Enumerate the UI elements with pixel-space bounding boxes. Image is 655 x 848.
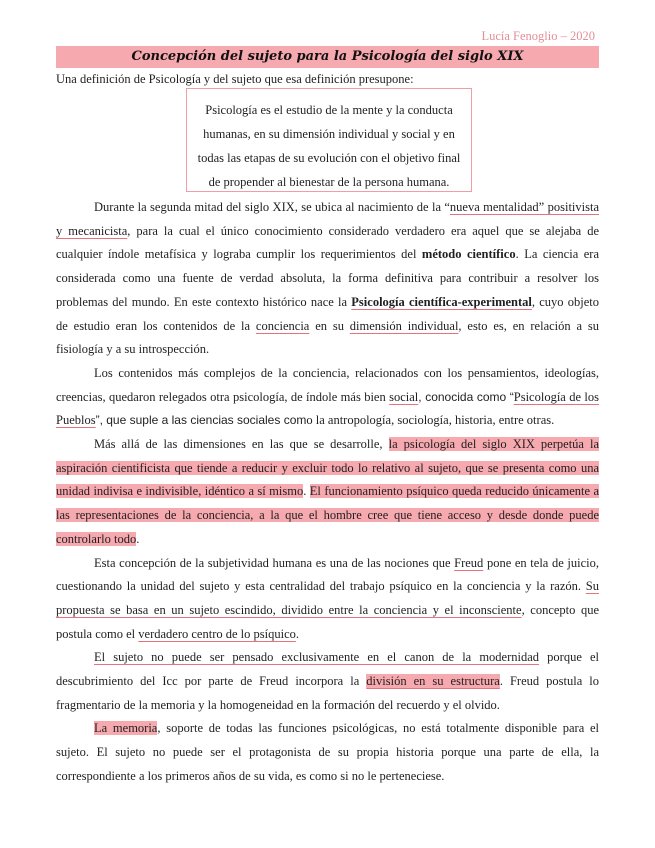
paragraph-5 bbox=[56, 646, 599, 717]
p1-text: en su bbox=[309, 318, 350, 333]
p5-text: . Freud postula lo fragmentario de la memoria y la homogeneidad en la formación del recuerdo y el olvido. bbox=[56, 674, 599, 712]
p1-text: , para la cual el único conocimiento considerado verdadero era aquel que se alejaba de cualquier índole metafísica y lograba cumplir los requerimientos del bbox=[56, 223, 600, 262]
p1-text: , cuyo objeto de estudio eran los contenidos de la bbox=[56, 294, 600, 333]
intro-line: Una definición de Psicología y del sujeto que esa definición presupone: bbox=[56, 72, 414, 86]
p4-text: pone en tela de juicio, cuestionando la unidad del sujeto y esta centralidad del trabajo psíquico en la conciencia y la razón. bbox=[56, 555, 599, 594]
p4-text: . bbox=[295, 626, 299, 641]
p4-text: Esta concepción de la subjetividad humana es una de las nociones que bbox=[94, 555, 455, 570]
p3-highlight-aspiracion: la psicología del siglo XIX perpetúa la aspiración cientificista que tiende a reducir y excluir todo lo relativo al sujeto, que se presenta como una unidad indivisa e indivisible, idéntico a sí mismo bbox=[56, 437, 600, 499]
p4-text: , concepto que postula como el bbox=[56, 602, 599, 641]
p6-text: , soporte de todas las funciones psicológicas, no está totalmente disponible para el sujeto. El sujeto no puede ser el protagonista de su propia historia porque una parte de ella, la correspondiente a los primeros años de su vida, es como si no le perteneciese. bbox=[56, 721, 599, 783]
p1-text: . La ciencia era considerada como una fuente de verdad absoluta, la forma definitiva para contribuir a resolver los problemas del mundo. En este contexto histórico nace la bbox=[56, 247, 599, 309]
p4-underline-verdadero-centro: verdadero centro de lo psíquico bbox=[138, 626, 296, 641]
p5-text: porque el descubrimiento del Icc por parte de Freud incorpora la bbox=[56, 650, 599, 689]
document-title: Concepción del sujeto para la Psicología del siglo XIX bbox=[56, 46, 599, 68]
p5-underline-sujeto-modernidad: El sujeto no puede ser pensado exclusivamente en el canon de la modernidad bbox=[94, 650, 540, 665]
p1-underline-dimension-individual: dimensión individual bbox=[349, 318, 459, 333]
p4-underline-freud: Freud bbox=[454, 555, 484, 570]
p3-text: Más allá de las dimensiones en las que se desarrolle, bbox=[94, 437, 389, 452]
paragraph-4 bbox=[56, 552, 599, 647]
author-header: Lucía Fenoglio – 2020 bbox=[481, 29, 595, 43]
paragraph-1 bbox=[56, 196, 599, 362]
p5-highlight-division: división en su estructura bbox=[366, 674, 500, 689]
p1-underline-conciencia: conciencia bbox=[255, 318, 310, 333]
paragraph-3 bbox=[56, 433, 599, 552]
p3-highlight-funcionamiento: El funcionamiento psíquico queda reducido únicamente a las representaciones de la conciencia, a la que el hombre cree que tiene acceso y desde donde puede controlarlo todo bbox=[56, 484, 600, 546]
document-body bbox=[56, 196, 599, 789]
p1-bold-metodo-cientifico: método científico bbox=[421, 247, 516, 262]
p2-text: , conocida como “ bbox=[418, 389, 514, 404]
p6-highlight-memoria: La memoria bbox=[94, 721, 158, 736]
p3-text: . bbox=[303, 484, 310, 499]
paragraph-6 bbox=[56, 717, 599, 788]
p2-text: Los contenidos más complejos de la conciencia, relacionados con los pensamientos, ideologías, creencias, quedaron relegados otra psicología, de índole más bien bbox=[56, 365, 599, 404]
p1-bold-psicologia-cientifica: Psicología científica-experimental bbox=[351, 294, 532, 309]
p3-text: . bbox=[136, 531, 140, 546]
p4-underline-propuesta: Su propuesta se basa en un sujeto escindido, dividido entre la conciencia y el inconsciente bbox=[56, 579, 599, 617]
p2-underline-psicologia-pueblos: Psicología de los Pueblos bbox=[56, 389, 599, 428]
p2-underline-social: social bbox=[389, 389, 419, 404]
p2-text: ”, que suple a las ciencias sociales com bbox=[95, 413, 307, 428]
p1-underline-nueva-mentalidad: nueva mentalidad” positivista y mecanicista bbox=[56, 200, 599, 238]
p1-text: Durante la segunda mitad del siglo XIX, se ubica al nacimiento de la “ bbox=[94, 200, 450, 214]
p1-text: , esto es, en relación a su fisiología y a su introspección. bbox=[56, 318, 600, 357]
definition-text: Psicología es el estudio de la mente y la conducta humanas, en su dimensión individual y social y en todas las etapas de su evolución con el objetivo final de propender al bienestar de la persona humana. bbox=[197, 103, 461, 189]
paragraph-2 bbox=[56, 362, 599, 433]
definition-box bbox=[186, 88, 472, 192]
p2-text: o la antropología, sociología, historia, entre otras. bbox=[306, 413, 555, 428]
